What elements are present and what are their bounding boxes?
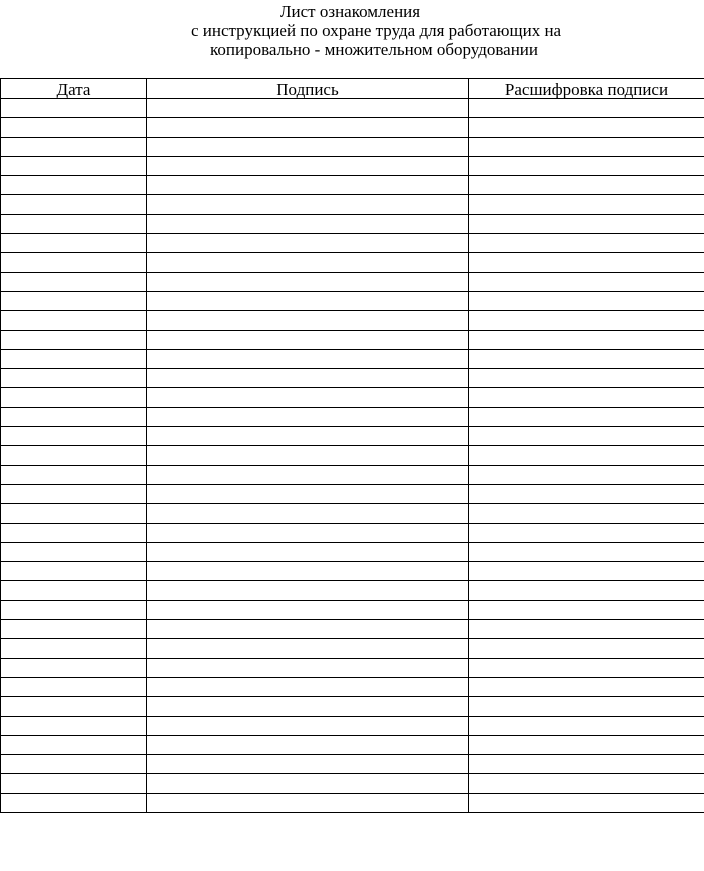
date-cell xyxy=(1,253,147,272)
date-cell xyxy=(1,484,147,503)
date-cell xyxy=(1,349,147,368)
signature-cell xyxy=(147,369,469,388)
date-cell xyxy=(1,214,147,233)
table-row xyxy=(1,272,704,291)
date-cell xyxy=(1,639,147,658)
signature-cell xyxy=(147,330,469,349)
date-cell xyxy=(1,291,147,310)
signature-transcript-cell xyxy=(469,774,704,793)
date-cell xyxy=(1,118,147,137)
signature-transcript-cell xyxy=(469,677,704,696)
table-row xyxy=(1,620,704,639)
table-header-row xyxy=(1,79,704,99)
date-cell xyxy=(1,369,147,388)
signature-transcript-cell xyxy=(469,118,704,137)
signature-transcript-cell xyxy=(469,388,704,407)
signature-transcript-cell xyxy=(469,214,704,233)
signature-cell xyxy=(147,658,469,677)
signature-cell xyxy=(147,600,469,619)
date-cell xyxy=(1,137,147,156)
signature-cell xyxy=(147,774,469,793)
date-cell xyxy=(1,620,147,639)
signature-cell xyxy=(147,562,469,581)
date-cell xyxy=(1,793,147,812)
date-cell xyxy=(1,388,147,407)
date-cell xyxy=(1,446,147,465)
acknowledgement-table xyxy=(0,78,704,813)
date-cell xyxy=(1,523,147,542)
signature-cell xyxy=(147,349,469,368)
signature-transcript-cell xyxy=(469,176,704,195)
document-title xyxy=(0,2,704,62)
table-row xyxy=(1,407,704,426)
table-row xyxy=(1,388,704,407)
table-row xyxy=(1,658,704,677)
date-cell xyxy=(1,542,147,561)
table-row xyxy=(1,330,704,349)
signature-transcript-cell xyxy=(469,137,704,156)
date-cell xyxy=(1,697,147,716)
signature-cell xyxy=(147,523,469,542)
signature-cell xyxy=(147,793,469,812)
date-cell xyxy=(1,272,147,291)
signature-transcript-cell xyxy=(469,446,704,465)
signature-transcript-cell xyxy=(469,793,704,812)
signature-transcript-cell xyxy=(469,639,704,658)
table-row xyxy=(1,562,704,581)
signature-transcript-cell xyxy=(469,311,704,330)
date-cell xyxy=(1,465,147,484)
table-row xyxy=(1,99,704,118)
table-row xyxy=(1,716,704,735)
date-cell xyxy=(1,658,147,677)
signature-cell xyxy=(147,272,469,291)
date-cell xyxy=(1,562,147,581)
date-cell xyxy=(1,156,147,175)
table-row xyxy=(1,195,704,214)
date-cell xyxy=(1,176,147,195)
signature-transcript-cell xyxy=(469,272,704,291)
signature-transcript-cell xyxy=(469,620,704,639)
header-signature-transcript: Расшифровка подписи xyxy=(469,79,704,99)
table-row xyxy=(1,349,704,368)
title-line-2: с инструкцией по охране труда для работающих на xyxy=(191,21,562,40)
table-row xyxy=(1,137,704,156)
header-date: Дата xyxy=(1,79,147,99)
signature-transcript-cell xyxy=(469,253,704,272)
table-row xyxy=(1,118,704,137)
date-cell xyxy=(1,581,147,600)
date-cell xyxy=(1,311,147,330)
signature-cell xyxy=(147,137,469,156)
table-row xyxy=(1,677,704,696)
signature-cell xyxy=(147,311,469,330)
signature-transcript-cell xyxy=(469,195,704,214)
table-row xyxy=(1,427,704,446)
date-cell xyxy=(1,330,147,349)
signature-cell xyxy=(147,446,469,465)
signature-transcript-cell xyxy=(469,504,704,523)
signature-cell xyxy=(147,214,469,233)
table-row xyxy=(1,697,704,716)
signature-cell xyxy=(147,542,469,561)
table-row xyxy=(1,484,704,503)
signature-transcript-cell xyxy=(469,407,704,426)
signature-cell xyxy=(147,176,469,195)
signature-transcript-cell xyxy=(469,600,704,619)
signature-transcript-cell xyxy=(469,156,704,175)
signature-cell xyxy=(147,234,469,253)
signature-cell xyxy=(147,291,469,310)
signature-cell xyxy=(147,735,469,754)
signature-cell xyxy=(147,465,469,484)
date-cell xyxy=(1,234,147,253)
table-row xyxy=(1,581,704,600)
signature-transcript-cell xyxy=(469,427,704,446)
table-row xyxy=(1,156,704,175)
signature-transcript-cell xyxy=(469,562,704,581)
table-row xyxy=(1,523,704,542)
signature-transcript-cell xyxy=(469,484,704,503)
signature-transcript-cell xyxy=(469,465,704,484)
table-row xyxy=(1,465,704,484)
signature-cell xyxy=(147,427,469,446)
signature-cell xyxy=(147,755,469,774)
signature-cell xyxy=(147,484,469,503)
signature-transcript-cell xyxy=(469,369,704,388)
signature-transcript-cell xyxy=(469,523,704,542)
signature-transcript-cell xyxy=(469,735,704,754)
signature-cell xyxy=(147,716,469,735)
table-row xyxy=(1,214,704,233)
table-row xyxy=(1,504,704,523)
table-row xyxy=(1,234,704,253)
date-cell xyxy=(1,774,147,793)
signature-cell xyxy=(147,195,469,214)
table-row xyxy=(1,600,704,619)
date-cell xyxy=(1,716,147,735)
date-cell xyxy=(1,600,147,619)
date-cell xyxy=(1,407,147,426)
table-row xyxy=(1,291,704,310)
table-body xyxy=(1,99,704,813)
header-signature: Подпись xyxy=(147,79,469,99)
table-row xyxy=(1,311,704,330)
signature-transcript-cell xyxy=(469,291,704,310)
signature-cell xyxy=(147,581,469,600)
date-cell xyxy=(1,195,147,214)
signature-cell xyxy=(147,407,469,426)
title-line-3: копировально - множительном оборудовании xyxy=(210,40,538,59)
signature-transcript-cell xyxy=(469,658,704,677)
signature-transcript-cell xyxy=(469,99,704,118)
table-row xyxy=(1,774,704,793)
date-cell xyxy=(1,735,147,754)
date-cell xyxy=(1,755,147,774)
title-line-1: Лист ознакомления xyxy=(280,2,421,21)
signature-cell xyxy=(147,118,469,137)
signature-cell xyxy=(147,388,469,407)
signature-cell xyxy=(147,639,469,658)
date-cell xyxy=(1,677,147,696)
signature-cell xyxy=(147,253,469,272)
date-cell xyxy=(1,427,147,446)
table-row xyxy=(1,446,704,465)
signature-transcript-cell xyxy=(469,755,704,774)
signature-transcript-cell xyxy=(469,697,704,716)
signature-transcript-cell xyxy=(469,581,704,600)
signature-cell xyxy=(147,620,469,639)
signature-cell xyxy=(147,99,469,118)
date-cell xyxy=(1,99,147,118)
signature-transcript-cell xyxy=(469,349,704,368)
signature-cell xyxy=(147,697,469,716)
table-row xyxy=(1,735,704,754)
signature-cell xyxy=(147,677,469,696)
signature-cell xyxy=(147,156,469,175)
date-cell xyxy=(1,504,147,523)
table-row xyxy=(1,639,704,658)
table-row xyxy=(1,755,704,774)
table-row xyxy=(1,253,704,272)
table-row xyxy=(1,542,704,561)
signature-cell xyxy=(147,504,469,523)
table-row xyxy=(1,793,704,812)
signature-transcript-cell xyxy=(469,716,704,735)
table-row xyxy=(1,369,704,388)
signature-transcript-cell xyxy=(469,542,704,561)
signature-transcript-cell xyxy=(469,330,704,349)
signature-transcript-cell xyxy=(469,234,704,253)
table-row xyxy=(1,176,704,195)
